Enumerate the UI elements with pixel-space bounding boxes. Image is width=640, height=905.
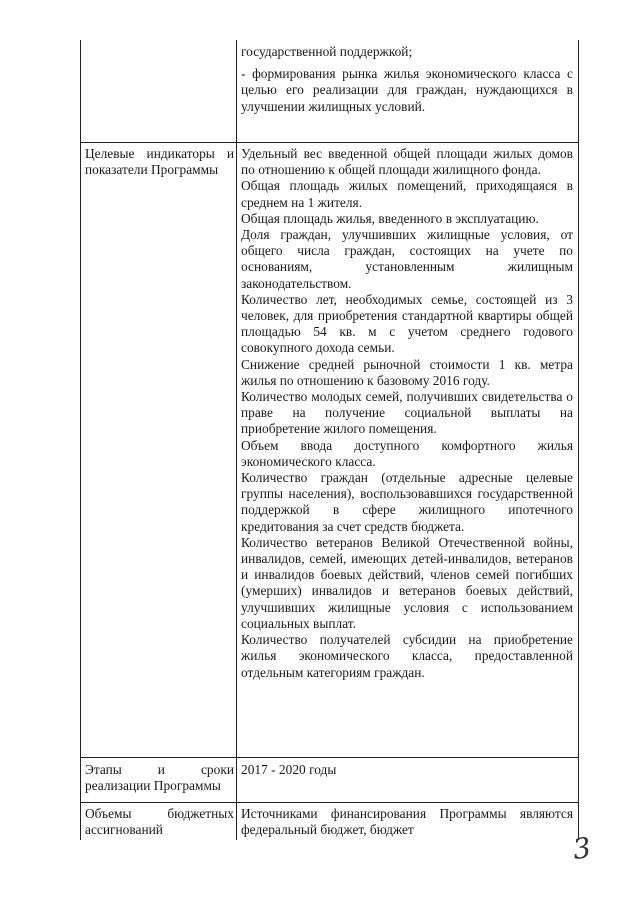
row1-line-1: государственной поддержкой; (241, 44, 413, 59)
row-divider-2 (80, 757, 579, 758)
indicator-5: Количество лет, необходимых семье, состоящей из 3 человек, для приобретения стандартной квартиры общей площадью 54 кв. м с учетом среднего годового совокупного дохода семьи. (241, 291, 573, 356)
indicator-10: Количество ветеранов Великой Отечественной войны, инвалидов, семей, имеющих детей-инвалидов, ветеранов и инвалидов боевых действий, членов семей погибших (умерших) инвалидов и ветеранов боевых действий, улучшивших жилищные условия с использованием социальных выплат. (241, 534, 573, 631)
indicator-9: Количество граждан (отдельные адресные целевые группы населения), воспользовавшихся государственной поддержкой в сфере жилищного ипотечного кредитования за счет средств бюджета. (241, 470, 573, 534)
indicator-6: Снижение средней рыночной стоимости 1 кв. метра жилья по отношению к базовому 2016 году. (241, 356, 573, 388)
row2-left-cell: Целевые индикаторы и показатели Программы (85, 146, 234, 178)
row3-right-cell: 2017 - 2020 годы (241, 762, 337, 777)
row-divider-3 (80, 802, 579, 803)
row1-line-2: - формирования рынка жилья экономического класса с целью его реализации для граждан, нуждающихся в улучшении жилищных условий. (241, 66, 573, 114)
row-divider-1 (80, 142, 579, 143)
row4-left-cell: Объемы бюджетных ассигнований (85, 806, 234, 838)
row4-right-cell: Источниками финансирования Программы являются федеральный бюджет, бюджет (241, 806, 573, 838)
indicator-2: Общая площадь жилых помещений, приходящаяся в среднем на 1 жителя. (241, 178, 573, 210)
indicator-3: Общая площадь жилья, введенного в эксплуатацию. (241, 210, 539, 226)
row2-right-cell (241, 146, 573, 681)
row1-right-cell (241, 44, 573, 115)
handwritten-page-number: 3 (570, 830, 594, 867)
indicator-11: Количество получателей субсидии на приобретение жилья экономического класса, предоставленной отдельным категориям граждан. (241, 632, 573, 680)
row3-left-cell: Этапы и сроки реализации Программы (85, 762, 234, 794)
indicator-8: Объем ввода доступного комфортного жилья экономического класса. (241, 437, 573, 469)
indicator-1: Удельный вес введенной общей площади жилых домов по отношению к общей площади жилищного фонда. (241, 146, 573, 178)
indicator-4: Доля граждан, улучшивших жилищные условия, от общего числа граждан, состоящих на учете по основаниям, установленным жилищным законодательством. (241, 227, 573, 291)
table-column-divider (236, 40, 237, 840)
table-right-border (578, 40, 579, 840)
table-left-border (80, 40, 81, 840)
indicator-7: Количество молодых семей, получивших свидетельства о праве на получение социальной выплаты на приобретение жилого помещения. (241, 389, 573, 437)
